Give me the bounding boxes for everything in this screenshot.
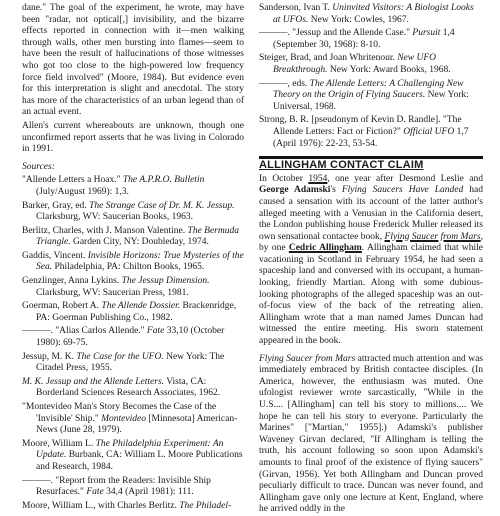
reference-text: ———. "Alias Carlos Allende." xyxy=(22,326,147,337)
reference-text: Gaddis, Vincent. xyxy=(22,250,88,261)
reference-text: Jessup, M. K. xyxy=(22,351,77,362)
reference-title: The Jessup Dimension. xyxy=(121,276,210,287)
reference-text: Brackenridge, PA: Goerman Publishing Co., 1982. xyxy=(36,301,237,323)
reference-text: Goerman, Robert A. xyxy=(22,301,102,312)
text-run: attracted much attention and was immediately embraced by British contactee disciples. (In America, however, the enthusiasm was muted. One ufologist reviewer wrote sarcastically, "While in the U.S.... [Allingham] can tell his story to millions.... We hope he can tell his story to everyone. Particularly the Marines" ["Martian," 1955].) Adamski's publisher Waveney Girvan declared, "If Allingham is telling the truth, his account following so soon upon Adamski's amounts to final proof of the existence of flying saucers" (Girvan, 1956). Yet both Allingham and Duncan proved peculiarly difficult to trace. Duncan was never found, and Allingham gave only one lecture at Kent, England, where he arrived oddly in the xyxy=(259,353,483,515)
reference-text: 34,4 (April 1981): 111. xyxy=(103,487,194,498)
reference-text: New York: The Citadel Press, 1955. xyxy=(36,351,225,374)
reference-title: The Allende Letters: A Challenging New Theory on the Origin of Flying Saucers. xyxy=(273,78,464,101)
reference-entry xyxy=(22,377,244,400)
text-run: , one year after Desmond Leslie and xyxy=(327,173,483,184)
reference-entry xyxy=(22,251,244,274)
left-column xyxy=(22,3,244,514)
reference-title: The Case for the UFO. xyxy=(76,351,164,362)
reference-text: New York: Cowles, 1967. xyxy=(308,14,409,25)
reference-title: New UFO Breakthrough. xyxy=(273,53,437,75)
reference-title: Official UFO xyxy=(403,126,455,137)
reference-title: Uninvited Visitors: A Biologist Looks at UFOs. xyxy=(273,3,474,25)
reference-text: Philadelphia, PA: Chilton Books, 1965. xyxy=(52,262,205,273)
reference-title: The Strange Case of Dr. M. K. Jessup. xyxy=(89,200,235,211)
reference-title: The Philadel- xyxy=(179,500,232,511)
reference-title: Montevideo xyxy=(101,413,146,424)
reference-text: New York: Award Books, 1968. xyxy=(327,64,451,75)
reference-text: Moore, William L. xyxy=(22,438,96,449)
text-run: , by one xyxy=(259,231,483,254)
author-name-bold: Cedric Allingham xyxy=(288,243,362,254)
reference-list xyxy=(22,175,244,512)
reference-text: Genzlinger, Anna Lykins. xyxy=(22,276,122,287)
reference-entry xyxy=(22,476,244,499)
reference-text: (July/August 1969): 1,3. xyxy=(36,186,129,197)
reference-text: Vista, CA: Borderland Sciences Research Associates, 1962. xyxy=(36,376,221,399)
reference-title: Pursuit xyxy=(412,28,441,39)
reference-text: 33,10 (October 1980): 69-75. xyxy=(36,326,225,349)
reference-entry xyxy=(22,276,244,299)
reference-text: 1,7 (April 1976): 22-23, 53-54. xyxy=(273,126,469,149)
reference-text: ———. "Jessup and the Allende Case." xyxy=(259,28,413,39)
reference-entry xyxy=(259,3,483,26)
reference-text: ———, eds. xyxy=(259,78,310,89)
paragraph xyxy=(259,174,483,348)
text-run: . Allingham claimed that while vacationing in Scotland in February 1954, he had seen a spaceship land and conversed with its occupant, a human-looking, friendly Martian. Along with some dubious-looking photographs of the alleged spaceship was an out-of-focus view of the back of the retreating alien. Allingham wrote that a man named James Duncan had witnessed the entire meeting. His sworn statement appeared in the book. xyxy=(259,243,484,347)
reference-title: Fate xyxy=(86,487,104,498)
section-title: ALLINGHAM CONTACT CLAIM xyxy=(259,159,424,172)
right-column xyxy=(259,3,483,516)
text-run: 's xyxy=(330,185,342,196)
person-name-bold: George Adamski xyxy=(259,185,331,196)
reference-title: M. K. Jessup and the Allende Letters. xyxy=(22,376,165,387)
reference-title: The Bermuda Triangle. xyxy=(36,225,239,248)
reference-list xyxy=(259,3,483,150)
reference-entry xyxy=(22,301,244,324)
underlined-year: 1954 xyxy=(308,173,328,184)
text-run: had caused a sensation with its account of the latter author's alleged meeting with a Venusian in the California desert, the London publishing house Frederick Muller released its own sensational contactee book, xyxy=(259,185,483,242)
reference-text: Barker, Gray, ed. xyxy=(22,200,90,211)
paragraph xyxy=(259,354,483,516)
reference-text: New York: Universal, 1968. xyxy=(273,90,469,112)
reference-text: "Montevideo Man's Story Becomes the Case of the 'Invisible' Ship." xyxy=(22,402,217,424)
reference-entry xyxy=(259,79,483,114)
reference-title: Invisible Horizons: True Mysteries of the Sea. xyxy=(36,250,244,273)
reference-entry xyxy=(22,402,244,437)
reference-entry xyxy=(22,201,244,224)
reference-text: Sanderson, Ivan T. xyxy=(259,3,333,13)
reference-text: Burbank, CA: William L. Moore Publications and Research, 1984. xyxy=(36,450,243,472)
reference-text: Strong, B. R. [pseudonym of Kevin D. Randle]. "The Allende Letters: Fact or Fiction?" xyxy=(259,115,462,137)
reference-text: Garden City, NY: Doubleday, 1974. xyxy=(70,237,209,248)
reference-text: Clarksburg, WV: Saucerian Press, 1981. xyxy=(36,287,189,298)
reference-entry xyxy=(22,501,244,513)
reference-entry xyxy=(259,115,483,150)
reference-text: Clarksburg, WV: Saucerian Books, 1963. xyxy=(36,212,193,223)
reference-text: "Allende Letters a Hoax." xyxy=(22,175,123,186)
reference-entry xyxy=(22,439,244,474)
paragraph: dane." The goal of the experiment, he wrote, may have been "radar, not optical[,] invisibility, and the bizarre effects reported in connection with it—men walking through walls, other men bursting into flames—seem to have been the result of hallucinations of those witnesses who got too close to the high-powered low frequency force field involved" (Moore, 1984). But evidence even for this interpretation is slight and anecdotal. The story has more of the characteristics of an urban legend than of an actual event. xyxy=(22,3,244,118)
text-run: In October xyxy=(259,173,309,184)
book-title: Flying Saucer from Mars xyxy=(259,353,356,364)
reference-text: Steiger, Brad, and Joan Whritenour. xyxy=(259,53,398,64)
reference-entry xyxy=(22,352,244,375)
paragraph: Allen's current whereabouts are unknown, though one unconfirmed report asserts that he was living in Colorado in 1991. xyxy=(22,120,244,155)
reference-text: Berlitz, Charles, with J. Manson Valentine. xyxy=(22,225,188,236)
reference-entry xyxy=(22,175,244,198)
reference-text: Moore, William L., with Charles Berlitz. xyxy=(22,500,180,511)
book-title: Flying Saucers Have Landed xyxy=(341,185,464,196)
reference-title: The A.P.R.O. Bulletin xyxy=(122,175,205,186)
reference-entry xyxy=(22,326,244,349)
reference-text: 1,4 (September 30, 1968): 8-10. xyxy=(273,28,455,50)
reference-text: [Minnesota] American-News (June 28, 1979). xyxy=(36,413,238,436)
reference-entry xyxy=(259,28,483,51)
book-title-underlined: Flying Saucer from Mars xyxy=(384,231,481,242)
sources-label: Sources: xyxy=(22,161,55,172)
reference-text: ———. "Report from the Readers: Invisible Ship Resurfaces." xyxy=(22,475,211,498)
reference-entry xyxy=(22,226,244,249)
reference-title: Fate xyxy=(146,326,165,337)
reference-title: The Philadelphia Experiment: An Update. xyxy=(36,438,224,461)
reference-entry xyxy=(259,53,483,76)
reference-title: The Allende Dossier. xyxy=(101,301,181,312)
